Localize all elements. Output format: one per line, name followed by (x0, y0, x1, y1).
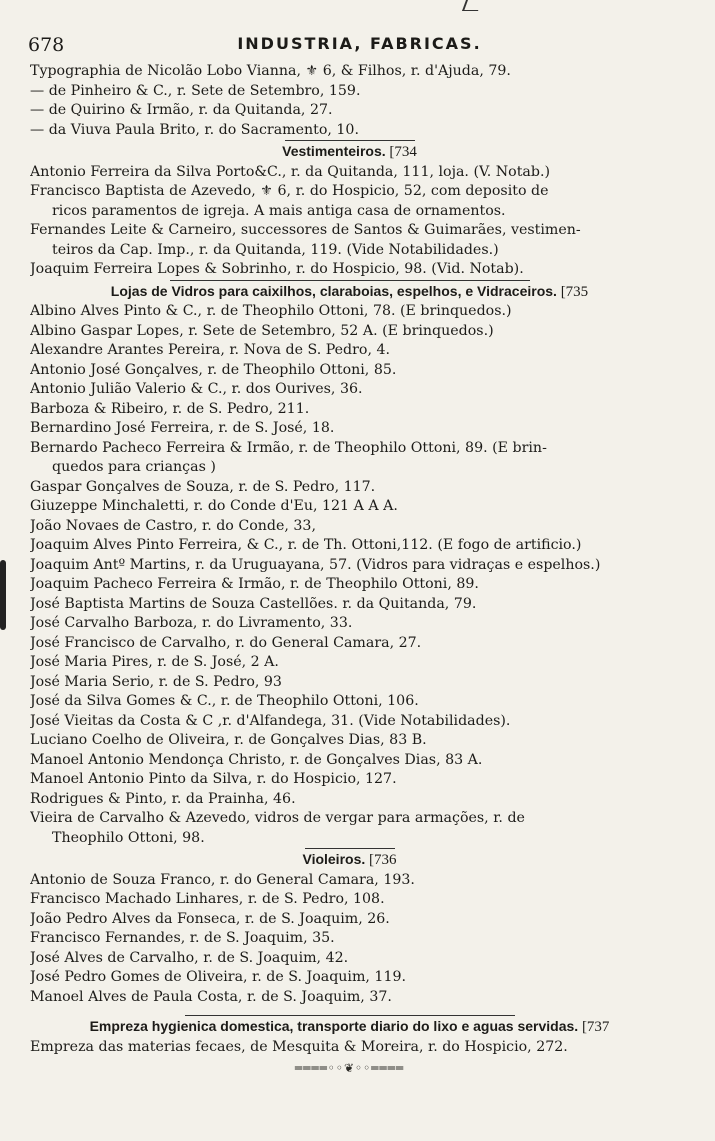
directory-entry: — de Quirino & Irmão, r. da Quitanda, 27. (30, 102, 333, 118)
directory-entry: Antonio José Gonçalves, r. de Theophilo Ottoni, 85. (30, 361, 397, 378)
directory-entry: Empreza das materias fecaes, de Mesquita & Moreira, r. do Hospicio, 272. (30, 1038, 568, 1055)
section-rule (185, 1015, 515, 1016)
directory-entry: Francisco Machado Linhares, r. de S. Pedro, 108. (30, 891, 385, 907)
running-title: INDUSTRIA, FABRICAS. (237, 34, 482, 53)
directory-entry: Vieira de Carvalho & Azevedo, vidros de vergar para armações, r. de (30, 810, 525, 826)
directory-entry: — de Pinheiro & C., r. Sete de Setembro, 159. (30, 82, 361, 99)
section-title: Lojas de Vidros para caixilhos, claraboias, espelhos, e Vidraceiros. (110, 282, 557, 299)
entry-continuation: quedos para crianças ) (52, 459, 216, 475)
directory-entry: Fernandes Leite & Carneiro, successores de Santos & Guimarães, vestimen- (30, 222, 581, 238)
directory-entry: José da Silva Gomes & C., r. de Theophilo Ottoni, 106. (30, 693, 419, 709)
page-number: 678 (28, 34, 65, 56)
section-title: Vestimenteiros. (282, 143, 386, 159)
scan-mark (462, 0, 482, 11)
directory-entry: Joaquim Pacheco Ferreira & Irmão, r. de Theophilo Ottoni, 89. (30, 576, 479, 592)
directory-entry: — da Viuva Paula Brito, r. do Sacramento, 10. (30, 121, 359, 138)
directory-entry: Joaquim Antº Martins, r. da Uruguayana, 57. (Vidros para vidraças e espelhos.) (30, 556, 601, 573)
directory-entry: Joaquim Ferreira Lopes & Sobrinho, r. do Hospicio, 98. (Vid. Notab). (30, 261, 524, 277)
directory-entry: José Alves de Carvalho, r. de S. Joaquim, 42. (30, 949, 349, 966)
section-title: Violeiros. (302, 851, 366, 867)
footer-ornament: ════◦◦❦◦◦════ (294, 1061, 405, 1075)
directory-entry: José Francisco de Carvalho, r. do General Camara, 27. (30, 634, 422, 651)
directory-entry: Manoel Antonio Pinto da Silva, r. do Hospicio, 127. (30, 771, 397, 787)
entry-continuation: teiros da Cap. Imp., r. da Quitanda, 119. (Vide Notabilidades.) (52, 241, 499, 258)
section-number: [736 (365, 852, 397, 868)
directory-entry: José Vieitas da Costa & C ,r. d'Alfandega, 31. (Vide Notabilidades). (30, 712, 511, 729)
section-heading (30, 142, 669, 163)
directory-entry: João Novaes de Castro, r. do Conde, 33, (30, 517, 316, 534)
margin-binding-mark (0, 560, 6, 630)
directory-entry: Albino Alves Pinto & C., r. de Theophilo Ottoni, 78. (E brinquedos.) (30, 303, 512, 319)
directory-entry: Barboza & Ribeiro, r. de S. Pedro, 211. (30, 400, 310, 417)
directory-entry: José Maria Pires, r. de S. José, 2 A. (30, 654, 279, 670)
directory-entry: Francisco Baptista de Azevedo, ⚜ 6, r. do Hospicio, 52, com deposito de (30, 183, 549, 199)
section-rule (170, 280, 530, 281)
entry-continuation: ricos paramentos de igreja. A mais antiga casa de ornamentos. (52, 202, 506, 219)
directory-entry: Antonio Ferreira da Silva Porto&C., r. da Quitanda, 111, loja. (V. Notab.) (30, 163, 551, 180)
section-number: [734 (385, 144, 417, 160)
directory-entry: Typographia de Nicolão Lobo Vianna, ⚜ 6, & Filhos, r. d'Ajuda, 79. (30, 63, 511, 79)
entry-continuation: Theophilo Ottoni, 98. (52, 829, 205, 846)
directory-entry: Rodrigues & Pinto, r. da Prainha, 46. (30, 790, 296, 807)
directory-entry: José Baptista Martins de Souza Castellões. r. da Quitanda, 79. (30, 595, 477, 612)
section-title: Empreza hygienica domestica, transporte diario do lixo e aguas servidas. (89, 1018, 579, 1034)
section-number: [735 (556, 283, 589, 300)
directory-entry: Albino Gaspar Lopes, r. Sete de Setembro, 52 A. (E brinquedos.) (30, 322, 494, 339)
directory-entry: Alexandre Arantes Pereira, r. Nova de S. Pedro, 4. (30, 342, 391, 358)
directory-entry: Gaspar Gonçalves de Souza, r. de S. Pedro, 117. (30, 478, 376, 495)
directory-entry: Bernardo Pacheco Ferreira & Irmão, r. de Theophilo Ottoni, 89. (E brin- (30, 439, 547, 456)
section-number: [737 (578, 1019, 610, 1035)
directory-entry: Bernardino José Ferreira, r. de S. José, 18. (30, 420, 335, 436)
directory-entry: José Carvalho Barboza, r. do Livramento, 33. (30, 615, 353, 631)
directory-entry: Antonio de Souza Franco, r. do General Camara, 193. (30, 871, 415, 888)
section-heading (30, 1017, 669, 1038)
section-rule (305, 848, 395, 849)
directory-entry: Manoel Alves de Paula Costa, r. de S. Joaquim, 37. (30, 988, 392, 1005)
directory-entry: Joaquim Alves Pinto Ferreira, & C., r. de Th. Ottoni,112. (E fogo de artificio.) (30, 537, 582, 553)
section-heading (30, 850, 669, 871)
directory-entry: Antonio Julião Valerio & C., r. dos Ourives, 36. (30, 381, 363, 397)
directory-entry: Francisco Fernandes, r. de S. Joaquim, 35. (30, 930, 335, 946)
directory-entry: João Pedro Alves da Fonseca, r. de S. Joaquim, 26. (30, 910, 390, 927)
directory-entry: Giuzeppe Minchaletti, r. do Conde d'Eu, 121 A A A. (30, 498, 398, 514)
section-rule (285, 140, 415, 141)
directory-entry: Manoel Antonio Mendonça Christo, r. de Gonçalves Dias, 83 A. (30, 751, 483, 768)
directory-entry: José Pedro Gomes de Oliveira, r. de S. Joaquim, 119. (30, 969, 407, 985)
directory-body (30, 62, 669, 1079)
page-header (28, 34, 691, 58)
section-heading (30, 282, 669, 303)
directory-entry: Luciano Coelho de Oliveira, r. de Gonçalves Dias, 83 B. (30, 732, 427, 748)
directory-entry: José Maria Serio, r. de S. Pedro, 93 (30, 673, 282, 690)
